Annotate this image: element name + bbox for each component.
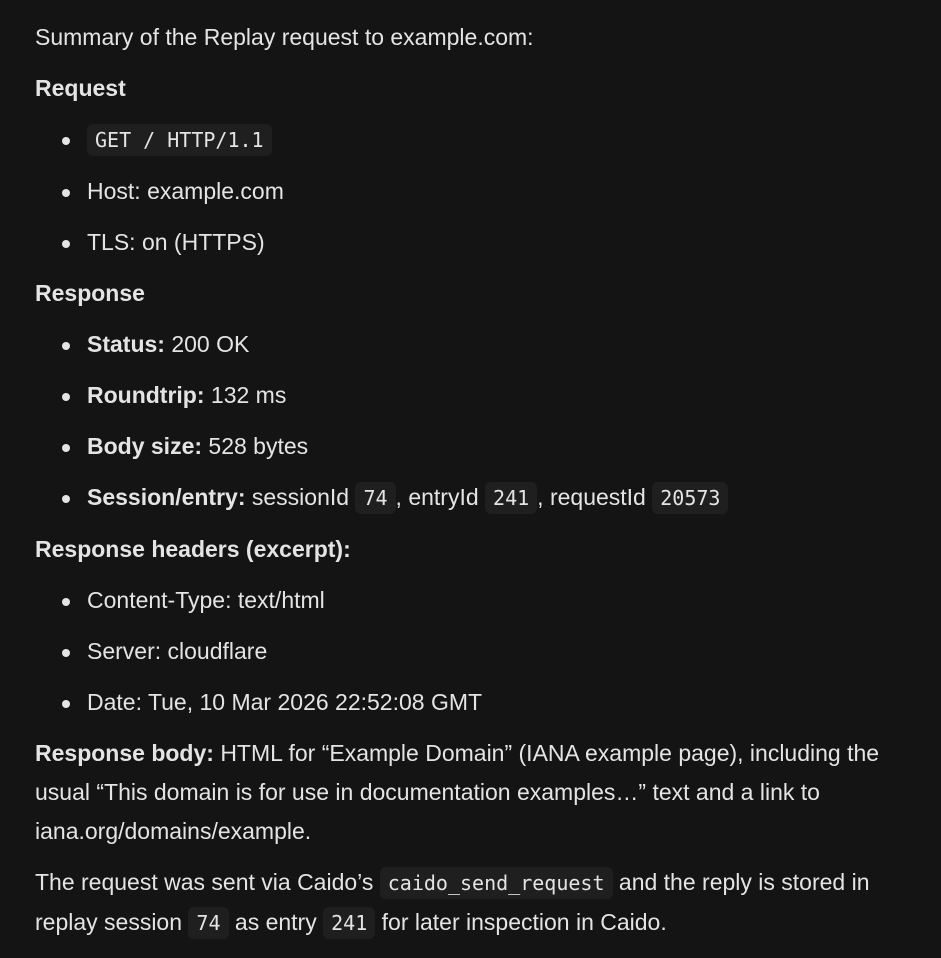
body-size-value: 528 bytes [208,433,309,459]
request-list [35,120,915,262]
request-id-code: 20573 [652,482,728,514]
bullet-icon [62,700,70,708]
response-body-text: HTML for “Example Domain” (IANA example page), including the usual “This domain is for use in documentation examples…” text and a link to iana.org/domains/example. [35,740,880,844]
list-item [35,632,915,671]
request-id-text: , requestId [537,484,646,510]
footer-text-3: as entry [234,909,317,935]
response-heading: Response [35,280,145,306]
bullet-icon [62,598,70,606]
footer-paragraph [35,863,915,943]
bullet-icon [62,444,70,452]
list-item [35,683,915,722]
list-item [35,223,915,262]
roundtrip-label: Roundtrip: [87,382,205,408]
footer-text-1: The request was sent via Caido’s [35,869,374,895]
list-item [35,581,915,620]
footer-text-2: and the reply is stored in replay session [35,869,870,935]
entry-code: 241 [323,907,375,939]
header-server: Server: cloudflare [87,638,268,664]
bullet-icon [62,137,70,145]
bullet-icon [62,393,70,401]
entry-id-code: 241 [485,482,537,514]
header-date: Date: Tue, 10 Mar 2026 22:52:08 GMT [87,689,483,715]
response-body-label: Response body: [35,740,214,766]
session-label: Session/entry: [87,484,246,510]
entry-id-text: , entryId [395,484,479,510]
tool-name-code: caido_send_request [380,867,613,899]
body-size-label: Body size: [87,433,203,459]
message-content [35,18,915,955]
host-text: Host: example.com [87,178,284,204]
bullet-icon [62,342,70,350]
bullet-icon [62,240,70,248]
list-item [35,427,915,466]
session-code: 74 [188,907,228,939]
bullet-icon [62,495,70,503]
summary-intro: Summary of the Replay request to example.com: [35,24,534,50]
status-label: Status: [87,331,165,357]
headers-list [35,581,915,722]
headers-heading: Response headers (excerpt): [35,536,351,562]
list-item [35,325,915,364]
response-list [35,325,915,518]
roundtrip-value: 132 ms [210,382,287,408]
response-body-paragraph [35,734,915,851]
bullet-icon [62,649,70,657]
footer-text-4: for later inspection in Caido. [381,909,667,935]
list-item [35,120,915,160]
status-value: 200 OK [171,331,250,357]
bullet-icon [62,189,70,197]
list-item [35,478,915,518]
session-id-text: sessionId [251,484,350,510]
request-line-code: GET / HTTP/1.1 [87,124,272,156]
tls-text: TLS: on (HTTPS) [87,229,265,255]
session-id-code: 74 [355,482,395,514]
list-item [35,376,915,415]
list-item [35,172,915,211]
request-heading: Request [35,75,126,101]
header-content-type: Content-Type: text/html [87,587,325,613]
